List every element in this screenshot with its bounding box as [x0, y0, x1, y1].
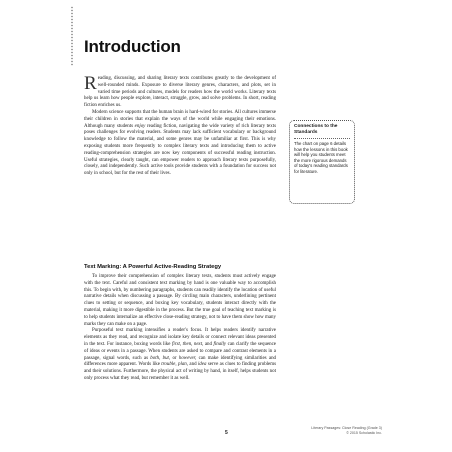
page-number: 5	[225, 430, 228, 436]
intro-text	[84, 73, 276, 178]
footer-book-title: Literary Passages: Close Reading (Grade 3)	[311, 426, 382, 430]
intro-paragraph-2: Modern science supports that the human brain is hard-wired for stories. All cultures immerse their children in stories that explain the ways of the world while engaging their emotions. Although many students enjoy reading fiction, navigating the wide variety of rich literary texts poses challenges for evolving readers. Students may lack sufficient vocabulary or background knowledge to follow the material, and some genres may be unfamiliar at first. This is why exposing students more frequently to complex literary texts and introducing them to active reading-comprehension strategies are now key components of successful reading instruction. Useful strategies, clearly taught, can empower readers to approach literary texts purposefully, closely, and independently. Such active tools provide students with a foundation for success not only in school, but for the rest of their lives.	[84, 109, 276, 177]
sidebar-divider	[294, 138, 350, 139]
footer-copyright: © 2015 Scholastic Inc.	[346, 430, 382, 435]
page-title: Introduction	[84, 37, 181, 56]
marking-paragraph-1: To improve their comprehension of complex literary texts, students must actively engage with the text. Careful and consistent text marking by hand is one valuable way to accomplish this. To begin with, by numbering paragraphs, students can readily identify the location of useful narrative details when discussing a passage. By circling main characters, underlining pertinent clues to setting or sequence, and boxing key vocabulary, students interact directly with the material, making it more digestible in the process. But the true goal of teaching text marking is to help students internalize an effective close-reading strategy, not to have them show how many marks they can make on a page.	[84, 274, 276, 327]
sidebar-title: Connections to the Standards	[294, 124, 338, 135]
drop-cap: R	[84, 73, 97, 94]
text-marking-text	[84, 274, 276, 383]
dotted-margin-rule	[71, 6, 73, 66]
section-heading: Text Marking: A Powerful Active-Reading Strategy	[84, 264, 222, 270]
sidebar-text: The chart on page 6 details how the lessons in this book will help you students meet the more rigorous demands of today's reading standards for literature.	[294, 141, 348, 174]
marking-paragraph-2: Purposeful text marking intensifies a reader's focus. It helps readers identify narrative elements as they read, and recognize and isolate key details or connect relevant ideas presented in the text. For instance, boxing words like first, then, next, and finally can clarify the sequence of ideas or events in a passage. When students are asked to compare and contrast elements in a passage, signal words, such as both, but, or however, can make identifying similarities and differences more apparent. Words like trouble, plan, and idea serve as clues to finding problems and their solutions. Furthermore, the physical act of writing by hand, in itself, helps students not only process what they read, but remember it as well.	[84, 328, 277, 381]
intro-paragraph-1: Reading, discussing, and sharing literary texts contributes greatly to the development of well-rounded minds. Exposure to diverse literary genres, characters, and plots, set in varied time periods and cultures, models for readers how the world works. Literary texts help us learn how people explore, interact, struggle, grow, and solve problems. In short, reading fiction enriches us.	[84, 73, 276, 109]
footer-credit	[300, 426, 382, 435]
standards-sidebar	[289, 120, 355, 204]
